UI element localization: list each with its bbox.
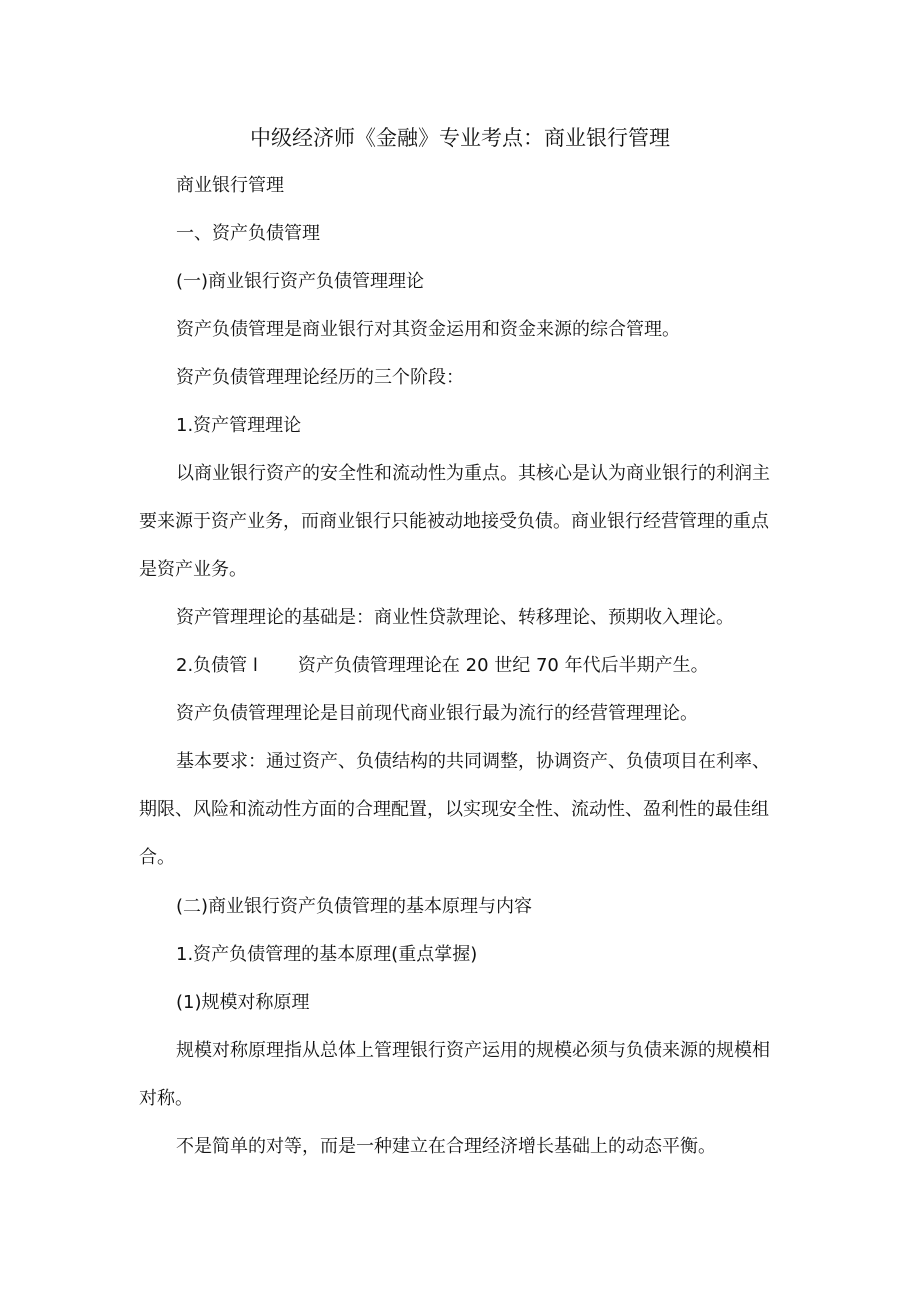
paragraph-line: 商业银行管理 — [176, 175, 284, 196]
paragraph-line: 1.资产管理理论 — [176, 415, 302, 436]
paragraph-line: 资产负债管理是商业银行对其资金运用和资金来源的综合管理。 — [176, 319, 680, 340]
paragraph-line: 以商业银行资产的安全性和流动性为重点。其核心是认为商业银行的利润主 — [176, 463, 770, 484]
paragraph-line: 规模对称原理指从总体上管理银行资产运用的规模必须与负债来源的规模相 — [176, 1040, 770, 1061]
paragraph-line: 不是简单的对等，而是一种建立在合理经济增长基础上的动态平衡。 — [176, 1136, 716, 1157]
paragraph-line: (一)商业银行资产负债管理理论 — [176, 271, 425, 292]
paragraph-line: 一、资产负债管理 — [176, 223, 320, 244]
paragraph-line: 对称。 — [139, 1088, 193, 1109]
paragraph-line: 期限、风险和流动性方面的合理配置，以实现安全性、流动性、盈利性的最佳组 — [139, 799, 769, 820]
paragraph-line: 资产负债管理理论经历的三个阶段： — [176, 367, 464, 388]
line-segment: 资产负债管理理论在 20 世纪 70 年代后半期产生。 — [297, 655, 709, 676]
paragraph-line: 资产管理理论的基础是：商业性贷款理论、转移理论、预期收入理论。 — [176, 607, 734, 628]
paragraph-line: 资产负债管理理论是目前现代商业银行最为流行的经营管理理论。 — [176, 703, 698, 724]
paragraph-line: 是资产业务。 — [139, 559, 247, 580]
paragraph-line-split — [176, 652, 709, 680]
paragraph-line: (1)规模对称原理 — [176, 992, 310, 1013]
paragraph-line: (二)商业银行资产负债管理的基本原理与内容 — [176, 896, 533, 917]
paragraph-line: 要来源于资产业务，而商业银行只能被动地接受负债。商业银行经营管理的重点 — [139, 511, 769, 532]
paragraph-line: 合。 — [139, 847, 175, 868]
paragraph-line: 基本要求：通过资产、负债结构的共同调整，协调资产、负债项目在利率、 — [176, 751, 770, 772]
document-title: 中级经济师《金融》专业考点：商业银行管理 — [250, 126, 670, 150]
line-segment: 2.负债管 l — [176, 655, 258, 676]
paragraph-line: 1.资产负债管理的基本原理(重点掌握) — [176, 944, 478, 965]
